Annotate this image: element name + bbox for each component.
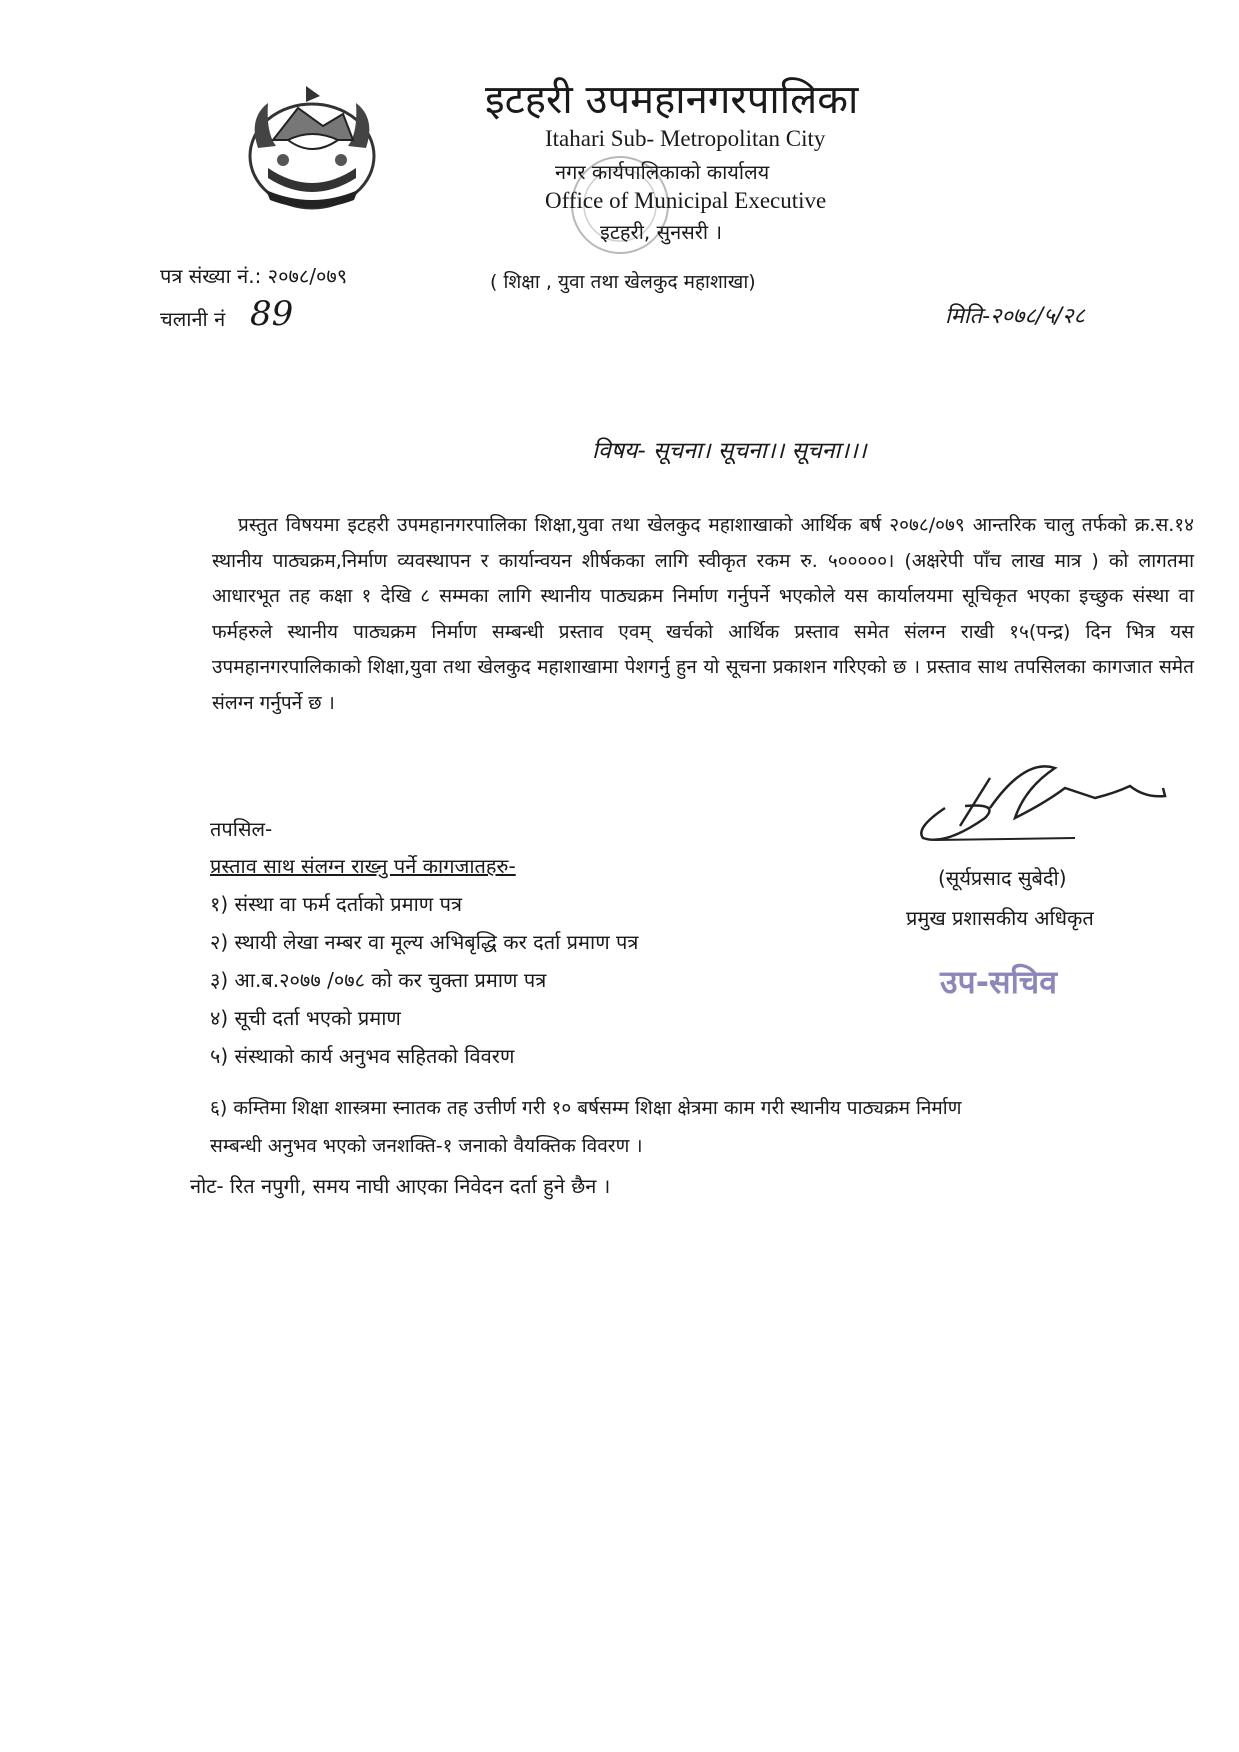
office-title-en: Office of Municipal Executive	[545, 188, 827, 213]
list-item: ३) आ.ब.२०७७ /०७८ को कर चुक्ता प्रमाण पत्र	[210, 968, 547, 992]
list-item: सम्बन्धी अनुभव भएको जनशक्ति-१ जनाको वैयक्तिक विवरण ।	[210, 1135, 643, 1157]
list-item: ६) कम्तिमा शिक्षा शास्त्रमा स्नातक तह उत्तीर्ण गरी १० बर्षसम्म शिक्षा क्षेत्रमा काम गरी स्थानीय पाठ्यक्रम निर्माण	[210, 1097, 962, 1119]
municipality-title-np: इटहरी उपमहानगरपालिका	[485, 77, 859, 123]
nepal-emblem-icon	[228, 78, 396, 218]
dispatch-number: 89	[250, 294, 294, 334]
designation-stamp: उप-सचिव	[940, 963, 1058, 1001]
notice-body-text: प्रस्तुत विषयमा इटहरी उपमहानगरपालिका शिक्षा,युवा तथा खेलकुद महाशाखाको आर्थिक बर्ष २०७८/०७९ आन्तरिक चालु तर्फको क्र.स.१४ स्थानीय पाठ्यक्रम,निर्माण व्यवस्थापन र कार्यान्वयन शीर्षकका लागि स्वीकृत रकम रु. ५०००००। (अक्षरेपी पाँच लाख मात्र ) को लागतमा आधारभूत तह कक्षा १ देखि ८ सम्मका लागि स्थानीय पाठ्यक्रम निर्माण गर्नुपर्ने भएकोले यस कार्यालयमा सूचिकृत भएका इच्छुक संस्था वा फर्महरुले स्थानीय पाठ्यक्रम निर्माण सम्बन्धी प्रस्ताव एवम् खर्चको आर्थिक प्रस्ताव समेत संलग्न राखी १५(पन्द्र) दिन भित्र यस उपमहानगरपालिकाको शिक्षा,युवा तथा खेलकुद महाशाखामा पेशगर्नु हुन यो सूचना प्रकाशन गरिएको छ । प्रस्ताव साथ तपसिलका कागजात समेत संलग्न गर्नुपर्ने छ ।	[212, 514, 1194, 714]
municipality-title-en: Itahari Sub- Metropolitan City	[545, 126, 826, 151]
list-item: २) स्थायी लेखा नम्बर वा मूल्य अभिबृद्धि कर दर्ता प्रमाण पत्र	[210, 930, 639, 954]
dispatch-label: चलानी नं	[160, 307, 226, 331]
signatory-name: (सूर्यप्रसाद सुबेदी)	[938, 866, 1067, 890]
office-title-np: नगर कार्यपालिकाको कार्यालय	[555, 160, 770, 184]
letter-date: मिति-२०७८/५/२८	[945, 304, 1085, 329]
list-item: १) संस्था वा फर्म दर्ताको प्रमाण पत्र	[210, 892, 463, 916]
details-heading: तपसिल-	[210, 817, 273, 841]
documents-subheading: प्रस्ताव साथ संलग्न राख्नु पर्ने कागजातहरु-	[210, 854, 516, 878]
note-text: नोट- रित नपुगी, समय नाघी आएका निवेदन दर्ता हुने छैन ।	[190, 1174, 611, 1198]
letter-number: पत्र संख्या नं.: २०७८/०७९	[160, 264, 348, 288]
list-item: ५) संस्थाको कार्य अनुभव सहितको विवरण	[210, 1044, 515, 1068]
signatory-designation: प्रमुख प्रशासकीय अधिकृत	[906, 906, 1094, 930]
list-item: ४) सूची दर्ता भएको प्रमाण	[210, 1006, 401, 1030]
notice-body	[212, 508, 1194, 721]
signature-scribble	[905, 748, 1205, 848]
subject-line: विषय- सूचना। सूचना।। सूचना।।।	[592, 438, 867, 464]
location: इटहरी, सुनसरी ।	[600, 220, 723, 244]
division-name: ( शिक्षा , युवा तथा खेलकुद महाशाखा)	[490, 271, 756, 293]
